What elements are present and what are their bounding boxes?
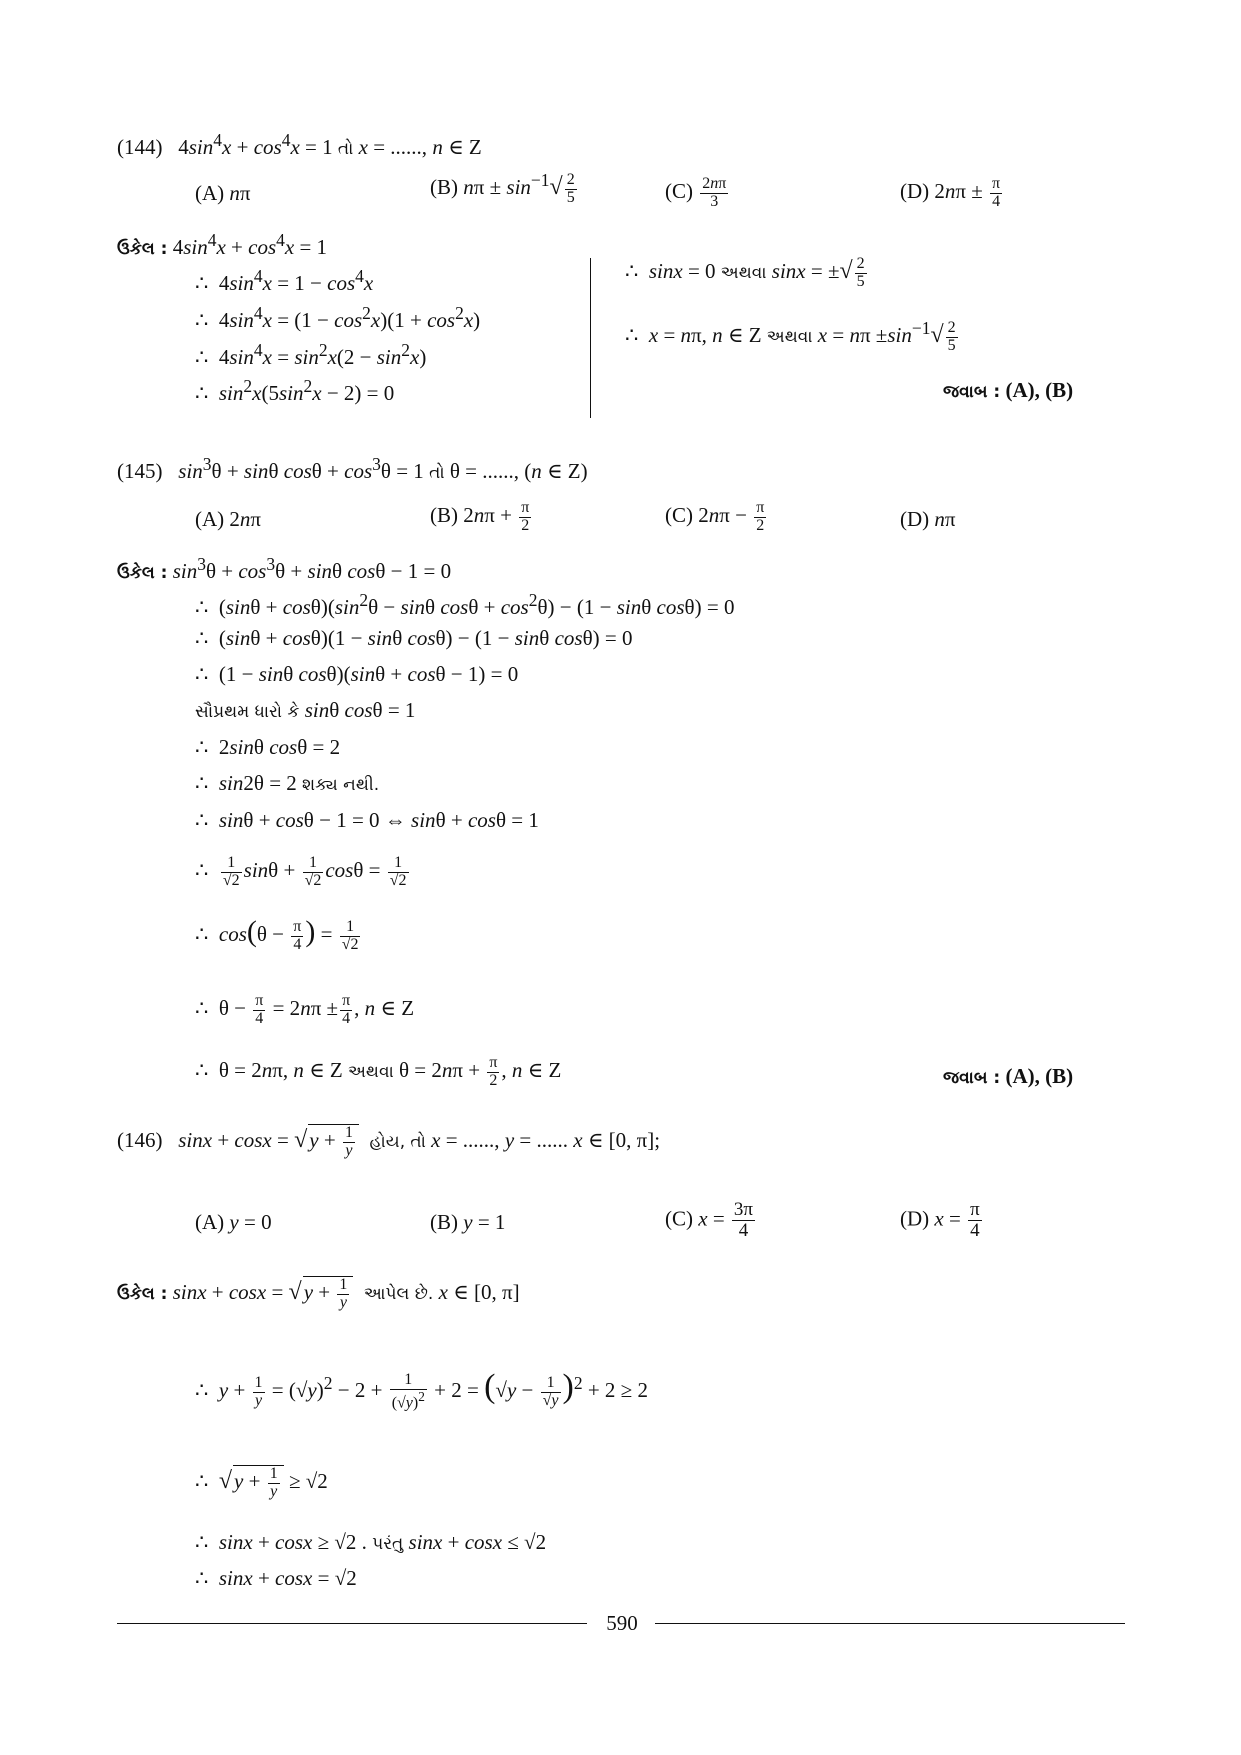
q145-option-d: (D) nπ bbox=[900, 507, 956, 531]
q144-solution-right-1: ∴ sinx = 0 અથવા sinx = ±√ $\frac{2}{5}$ bbox=[625, 255, 865, 290]
q144-option-d: (D) 2nπ ± $\frac{\pi}{4}$ bbox=[900, 175, 1001, 210]
q146-option-b: (B) y = 1 bbox=[430, 1210, 506, 1234]
q145-answer: જવાબ : (A), (B) bbox=[943, 1064, 1074, 1088]
q145-solution-line-9: ∴ $\frac{1}{√2}$ sinθ + $\frac{1}{√2}$ cosθ = $\frac{1}{√2}$ bbox=[195, 854, 407, 889]
q145-solution-line-8: ∴ sinθ + cosθ − 1 = 0 ⇔ sinθ + cosθ = 1 bbox=[195, 808, 539, 832]
q146-solution-line-3: ∴ √y + $\frac{1}{y}$ ≥ √2 bbox=[195, 1465, 328, 1500]
q145-option-c: (C) 2nπ − $\frac{\pi}{2}$ bbox=[665, 499, 765, 534]
footer-rule-right bbox=[655, 1623, 1125, 1624]
q144-options bbox=[195, 183, 251, 204]
q145-solution-line-3: ∴ (sinθ + cosθ)(1 − sinθ cosθ) − (1 − sinθ cosθ) = 0 bbox=[195, 626, 633, 650]
q144-option-b: (B) $n\pi \pm \sin^{-1}√$ $\frac{2}{5}$ bbox=[430, 170, 575, 206]
column-divider bbox=[590, 258, 591, 418]
q145-solution-line-4: ∴ (1 − sinθ cosθ)(sinθ + cosθ − 1) = 0 bbox=[195, 662, 519, 686]
q144-option-a: (A) nπ bbox=[195, 181, 251, 205]
q144-solution-right-2: ∴ x = nπ, n ∈ Z અથવા $x = n\pi \pm\sin^{-1}√$ $\frac{2}{5}$ bbox=[625, 318, 956, 354]
q146-solution-line-1: ઉકેલ : sinx + cosx = √y + $\frac{1}{y}$ આપેલ છે. x ∈ [0, π] bbox=[117, 1276, 520, 1311]
q145-solution-line-2: ∴ $(\sin\theta + \cos\theta)(\sin^2\theta - \sin\theta$ $\cos\theta + \cos^2\theta) - (1 - \sin\theta$ cosθ) = 0 bbox=[195, 590, 735, 619]
q145-option-a: (A) 2nπ bbox=[195, 507, 262, 531]
q144-solution-line-1: ઉકેલ : $4\sin^4x + \cos^4x = 1$ bbox=[117, 230, 328, 259]
q144-solution-line-3: ∴ $4\sin^4x = (1 - \cos^2x)(1 + \cos^2x)$ bbox=[195, 303, 481, 332]
q144-question: (144) $4\sin^4x + \cos^4x = 1$ તો x = ......, n ∈ Z bbox=[117, 130, 482, 159]
q145-solution-line-12: ∴ θ = 2nπ, n ∈ Z અથવા θ = 2nπ + $\frac{\pi}{2}$ , n ∈ Z bbox=[195, 1054, 562, 1089]
q145-solution-line-1: ઉકેલ : $\sin^3\theta + \cos^3\theta + \sin\theta$ cosθ − 1 = 0 bbox=[117, 554, 452, 583]
q144-solution-line-5: ∴ $\sin^2x(5\sin^2x - 2) = 0$ bbox=[195, 376, 395, 405]
q146-option-d: (D) x = $\frac{\pi}{4}$ bbox=[900, 1199, 980, 1241]
q146-solution-line-2: ∴ y + $\frac{1}{y}$ = $(√y)^2 - 2$ + $\frac{1}{(√y)^2}$ + 2 = (√y − $\frac{1}{√y}$ )$^2$ + 2 ≥ 2 bbox=[195, 1368, 648, 1412]
q146-option-c: (C) x = $\frac{3\pi}{4}$ bbox=[665, 1199, 754, 1241]
q145-solution-line-6: ∴ 2sinθ cosθ = 2 bbox=[195, 735, 341, 759]
q145-option-b: (B) 2nπ + $\frac{\pi}{2}$ bbox=[430, 499, 530, 534]
page-number: 590 bbox=[606, 1611, 638, 1635]
q145-solution-line-11: ∴ θ − $\frac{\pi}{4}$ = 2nπ ± $\frac{\pi}{4}$ , n ∈ Z bbox=[195, 992, 415, 1027]
q146-question: (146) sinx + cosx = √y + $\frac{1}{y}$ હોય, તો x = ......, y = ...... x ∈ [0, π]; bbox=[117, 1124, 661, 1159]
q144-solution-line-2: ∴ $4\sin^4x = 1 - \cos^4x$ bbox=[195, 266, 374, 295]
q144-option-c: (C) $\frac{2n\pi}{3}$ bbox=[665, 175, 727, 210]
q145-question: (145) $\sin^3\theta + \sin\theta$ $\cos\theta + \cos^3\theta = 1$ તો θ = ......, (n ∈ Z) bbox=[117, 454, 588, 483]
footer-rule-left bbox=[117, 1623, 587, 1624]
q146-solution-line-5: ∴ sinx + cosx = √2 bbox=[195, 1566, 357, 1590]
q146-option-a: (A) y = 0 bbox=[195, 1210, 272, 1234]
q144-solution-line-4: ∴ $4\sin^4x = \sin^2x(2 - \sin^2x)$ bbox=[195, 340, 427, 369]
q146-solution-line-4: ∴ sinx + cosx ≥ √2 . પરંતુ sinx + cosx ≤ √2 bbox=[195, 1530, 547, 1554]
q145-solution-line-5: સૌપ્રથમ ધારો કે sinθ cosθ = 1 bbox=[195, 698, 416, 722]
q145-solution-line-7: ∴ sin2θ = 2 શક્ય નથી. bbox=[195, 771, 380, 795]
q144-answer: જવાબ : (A), (B) bbox=[943, 378, 1074, 402]
q145-solution-line-10: ∴ cos(θ − $\frac{\pi}{4}$ ) = $\frac{1}{√2}$ bbox=[195, 915, 359, 953]
